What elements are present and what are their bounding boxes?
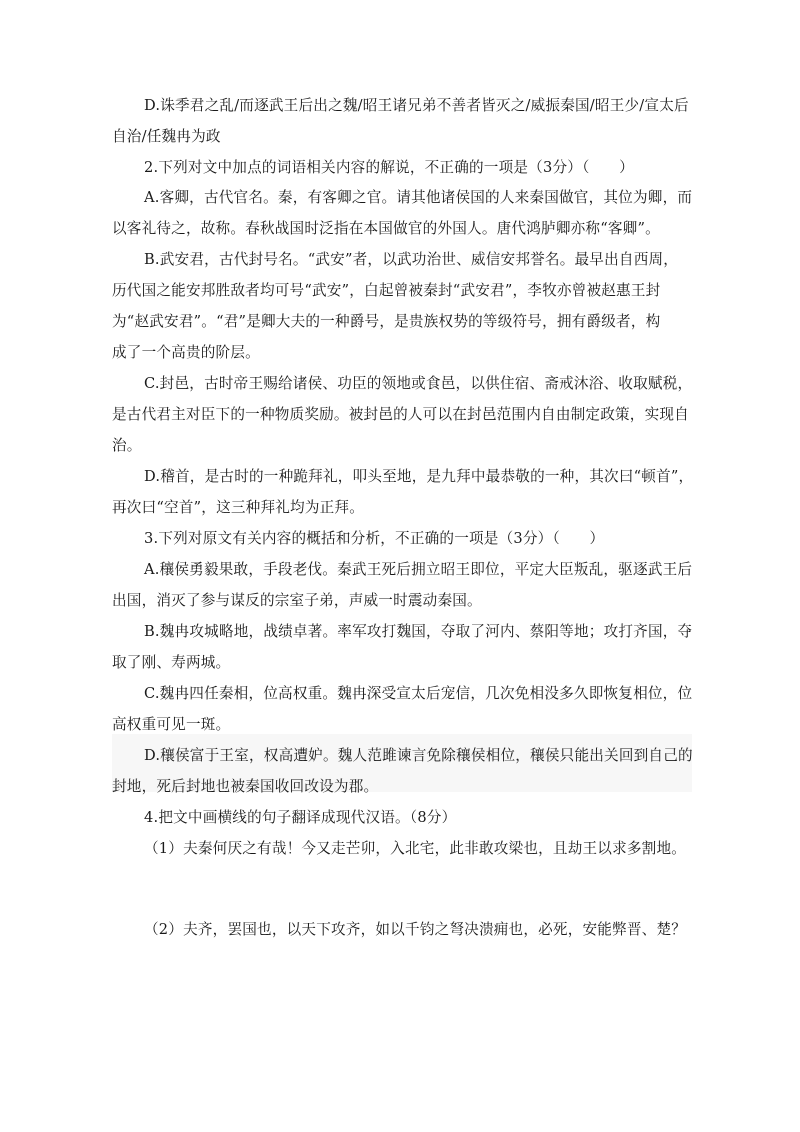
q3-option-b-line-2: 取了刚、寿两城。 <box>112 654 231 671</box>
q2-option-b-line-4: 成了一个高贵的阶层。 <box>112 344 260 361</box>
q3-option-c-line-2: 高权重可见一斑。 <box>112 716 231 733</box>
q3-option-d-line-2: 封地，死后封地也被秦国收回改设为郡。 <box>112 778 379 795</box>
q3-option-a-line-2: 出国，消灭了参与谋反的宗室子弟，声威一时震动秦国。 <box>112 592 482 609</box>
q3-option-d-line-1: D.穰侯富于王室，权高遭妒。魏人范雎谏言免除穰侯相位，穰侯只能出关回到自己的 <box>144 747 693 764</box>
q3-option-b-line-1: B.魏冉攻城略地，战绩卓著。率军攻打魏国，夺取了河内、蔡阳等地；攻打齐国，夺 <box>144 623 693 640</box>
question-4-title: 4.把文中画横线的句子翻译成现代汉语。（8分） <box>144 809 457 826</box>
q2-option-c-line-1: C.封邑，古时帝王赐给诸侯、功臣的领地或食邑，以供住宿、斋戒沐浴、收取赋税， <box>144 375 693 392</box>
q3-option-a-line-1: A.穰侯勇毅果敢，手段老伐。秦武王死后拥立昭王即位，平定大臣叛乱，驱逐武王后 <box>144 561 693 578</box>
option-d-line-1: D.诛季君之乱/而逐武王后出之魏/昭王诸兄弟不善者皆灭之/威振秦国/昭王少/宣太后 <box>144 97 689 114</box>
option-d-line-2: 自治/任魏冉为政 <box>112 128 221 145</box>
q2-option-b-line-2: 历代国之能安邦胜敌者均可号“武安”，白起曾被秦封“武安君”，李牧亦曾被赵惠王封 <box>112 282 661 299</box>
q2-option-b-line-1: B.武安君，古代封号名。“武安”者，以武功治世、威信安邦誉名。最早出自西周， <box>144 251 679 268</box>
q3-option-c-line-1: C.魏冉四任秦相，位高权重。魏冉深受宣太后宠信，几次免相没多久即恢复相位，位 <box>144 685 693 702</box>
q2-option-c-line-3: 治。 <box>112 437 142 454</box>
q4-sentence-1: （1）夫秦何厌之有哉！今又走芒卯，入北宅，此非敢攻梁也，且劫王以求多割地。 <box>144 840 687 857</box>
question-2-title: 2.下列对文中加点的词语相关内容的解说，不正确的一项是（3分）（ ） <box>144 159 634 176</box>
q2-option-d-line-2: 再次曰“空首”，这三种拜礼均为正拜。 <box>112 499 365 516</box>
q4-sentence-2: （2）夫齐，罢国也，以天下攻齐，如以千钧之弩决溃痈也，必死，安能弊晋、楚？ <box>144 921 687 938</box>
q2-option-a-line-1: A.客卿，古代官名。秦，有客卿之官。请其他诸侯国的人来秦国做官，其位为卿，而 <box>144 189 693 206</box>
q2-option-b-line-3: 为“赵武安君”。“君”是卿大夫的一种爵号，是贵族权势的等级符号，拥有爵级者，构 <box>112 313 661 330</box>
q2-option-d-line-1: D.稽首，是古时的一种跪拜礼，叩头至地，是九拜中最恭敬的一种，其次曰“顿首”， <box>144 468 694 485</box>
q2-option-a-line-2: 以客礼待之，故称。春秋战国时泛指在本国做官的外国人。唐代鸿胪卿亦称“客卿”。 <box>112 220 660 237</box>
question-3-title: 3.下列对原文有关内容的概括和分析，不正确的一项是（3分）（ ） <box>144 530 605 547</box>
q2-option-c-line-2: 是古代君主对臣下的一种物质奖励。被封邑的人可以在封邑范围内自由制定政策，实现自 <box>112 406 689 423</box>
